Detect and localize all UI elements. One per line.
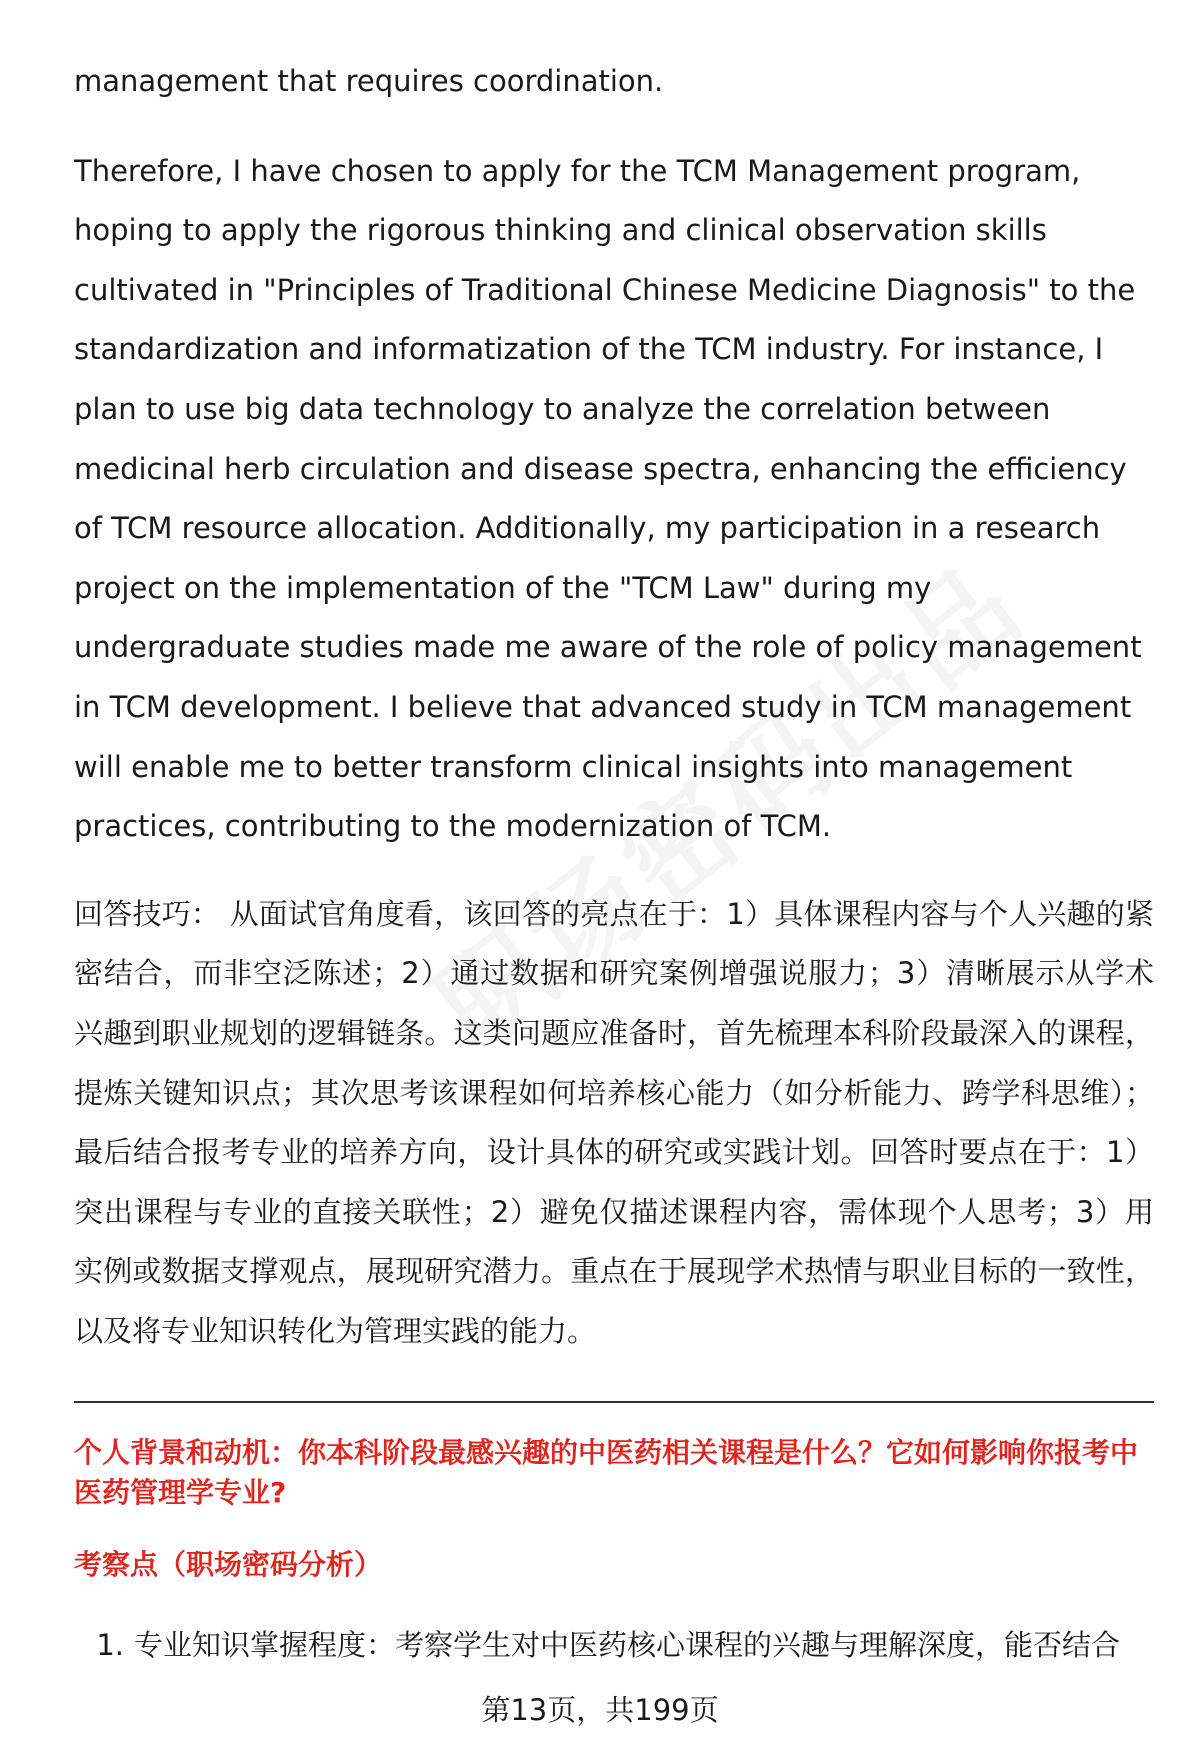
question-heading: 个人背景和动机：你本科阶段最感兴趣的中医药相关课程是什么？它如何影响你报考中医药管理学专业? xyxy=(74,1436,1139,1510)
answer-tips-paragraph: 回答技巧： 从面试官角度看，该回答的亮点在于：1）具体课程内容与个人兴趣的紧密结合，而非空泛陈述；2）通过数据和研究案例增强说服力；3）清晰展示从学术兴趣到职业规划的逻辑链条。这类问题应准备时，首先梳理本科阶段最深入的课程，提炼关键知识点；其次思考该课程如何培养核心能力（如分析能力、跨学科思维）；最后结合报考专业的培养方向，设计具体的研究或实践计划。回答时要点在于：1）突出课程与专业的直接关联性；2）避免仅描述课程内容，需体现个人思考；3）用实例或数据支撑观点，展现研究潜力。重点在于展现学术热情与职业目标的一致性，以及将专业知识转化为管理实践的能力。 xyxy=(74,896,1154,1348)
list-item xyxy=(74,1623,1154,1667)
page-footer: 第13页，共199页 xyxy=(481,1693,719,1727)
answer-paragraph-continued: management that requires coordination. xyxy=(74,64,664,98)
assessment-points-list xyxy=(74,1623,1154,1667)
list-item-number: 1. xyxy=(96,1628,124,1663)
section-divider xyxy=(74,1401,1154,1403)
answer-paragraph: Therefore, I have chosen to apply for the TCM Management program, hoping to apply the rigorous thinking and clinical observation skills cultivated in "Principles of Traditional Chinese Medicine Diagnosis" to the standardization and informatization of the TCM industry. For instance, I plan to use big data technology to analyze the correlation between medicinal herb circulation and disease spectra, enhancing the efficiency of TCM resource allocation. Additionally, my participation in a research project on the implementation of the "TCM Law" during my undergraduate studies made me aware of the role of policy management in TCM development. I believe that advanced study in TCM management will enable me to better transform clinical insights into management practices, contributing to the modernization of TCM. xyxy=(74,153,1142,844)
page-content xyxy=(74,52,1154,1667)
list-item-text: 专业知识掌握程度：考察学生对中医药核心课程的兴趣与理解深度，能否结合 xyxy=(134,1628,1121,1663)
assessment-points-heading: 考察点（职场密码分析） xyxy=(74,1548,383,1582)
